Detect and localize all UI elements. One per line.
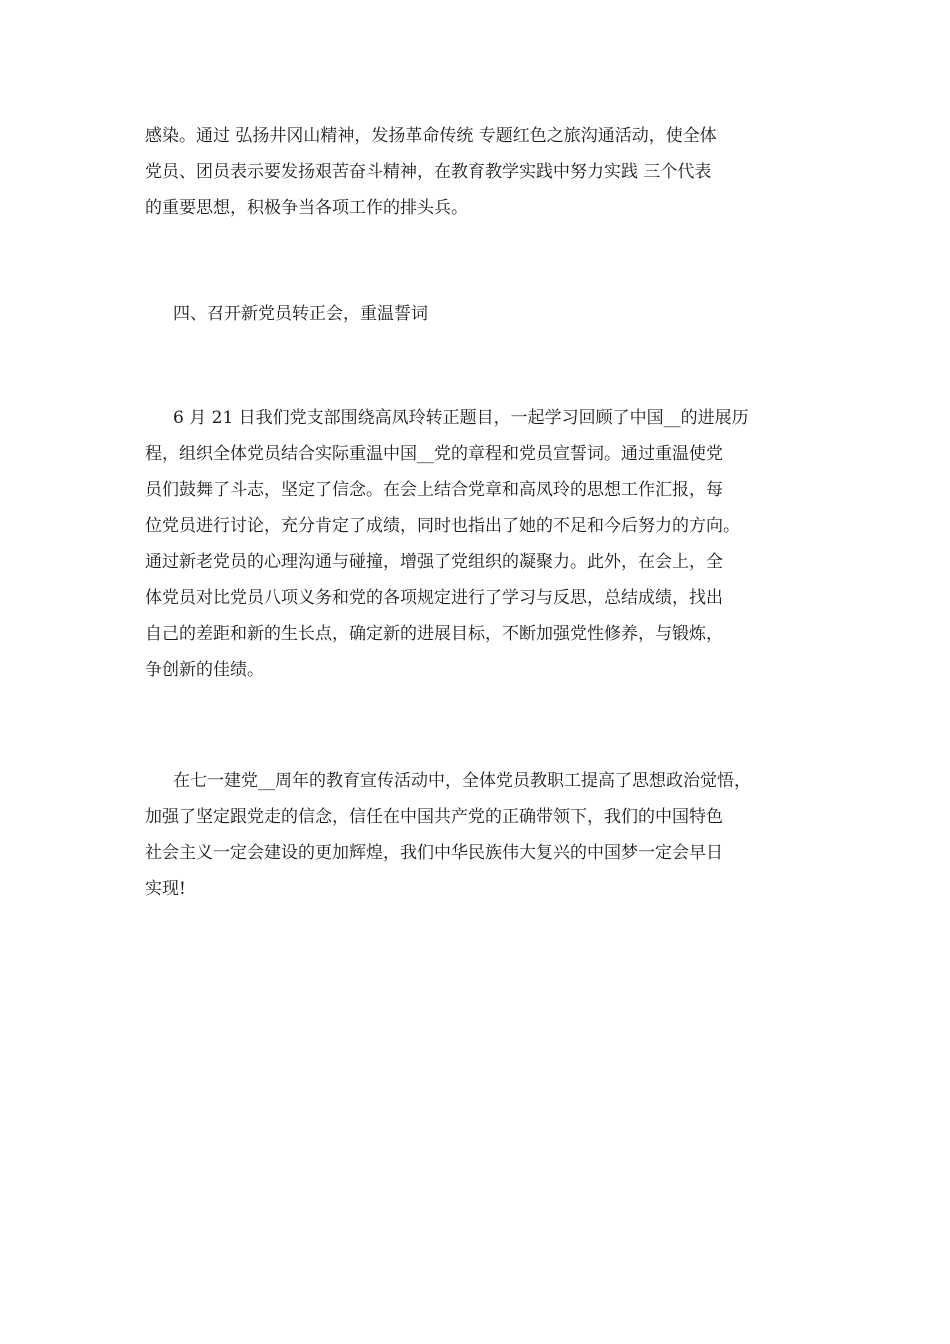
paragraph-line: 实现!	[145, 879, 186, 899]
paragraph-line: 自己的差距和新的生长点，确定新的进展目标，不断加强党性修养，与锻炼，	[145, 624, 723, 644]
paragraph-line: 通过新老党员的心理沟通与碰撞，增强了党组织的凝聚力。此外，在会上，全	[145, 552, 723, 572]
paragraph-line: 争创新的佳绩。	[145, 660, 264, 680]
paragraph-conclusion	[145, 763, 815, 907]
paragraph-line: 6 月 21 日我们党支部围绕高凤玲转正题目，一起学习回顾了中国__的进展历	[173, 408, 749, 428]
paragraph-line: 员们鼓舞了斗志，坚定了信念。在会上结合党章和高凤玲的思想工作汇报，每	[145, 480, 723, 500]
paragraph-line: 程，组织全体党员结合实际重温中国__党的章程和党员宣誓词。通过重温使党	[145, 444, 723, 464]
paragraph-line: 社会主义一定会建设的更加辉煌，我们中华民族伟大复兴的中国梦一定会早日	[145, 843, 723, 863]
section-heading	[145, 296, 815, 332]
section-heading-text: 四、召开新党员转正会，重温誓词	[173, 304, 428, 324]
paragraph-meeting	[145, 400, 815, 688]
paragraph-line: 体党员对比党员八项义务和党的各项规定进行了学习与反思，总结成绩，找出	[145, 588, 723, 608]
paragraph-line: 的重要思想，积极争当各项工作的排头兵。	[145, 198, 468, 218]
paragraph-continuation	[145, 118, 815, 226]
paragraph-line: 位党员进行讨论，充分肯定了成绩，同时也指出了她的不足和今后努力的方向。	[145, 516, 740, 536]
paragraph-line: 加强了坚定跟党走的信念，信任在中国共产党的正确带领下，我们的中国特色	[145, 807, 723, 827]
paragraph-line: 党员、团员表示要发扬艰苦奋斗精神，在教育教学实践中努力实践 三个代表	[145, 162, 712, 182]
paragraph-line: 感染。通过 弘扬井冈山精神，发扬革命传统 专题红色之旅沟通活动，使全体	[145, 126, 717, 146]
paragraph-line: 在七一建党__周年的教育宣传活动中，全体党员教职工提高了思想政治觉悟，	[173, 771, 751, 791]
